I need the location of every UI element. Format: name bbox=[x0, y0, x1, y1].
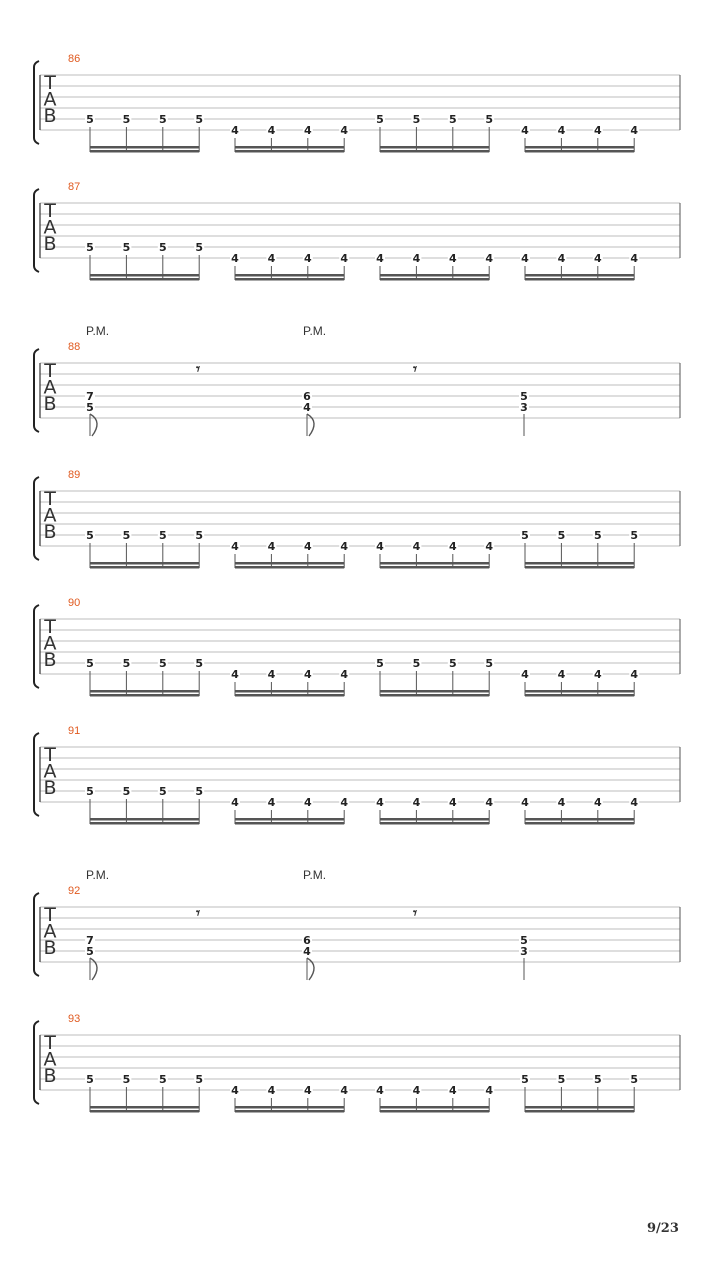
fret-number: 5 bbox=[448, 113, 457, 126]
fret-number: 5 bbox=[122, 529, 131, 542]
beam bbox=[525, 690, 634, 693]
fret-number: 4 bbox=[412, 252, 421, 265]
tab-letter-a: A bbox=[43, 376, 57, 399]
beam bbox=[235, 562, 344, 565]
beam bbox=[90, 1110, 199, 1113]
fret-number: 4 bbox=[557, 668, 566, 681]
beam bbox=[380, 818, 489, 821]
tab-letter-a: A bbox=[43, 504, 57, 527]
beam bbox=[525, 1110, 634, 1113]
system-bracket bbox=[34, 61, 39, 144]
note-flag bbox=[307, 958, 314, 980]
fret-number: 5 bbox=[485, 113, 494, 126]
system-bracket bbox=[34, 189, 39, 272]
fret-number: 5 bbox=[376, 113, 384, 126]
beam bbox=[235, 694, 344, 697]
system-92 bbox=[34, 868, 680, 980]
fret-number: 5 bbox=[195, 1073, 204, 1086]
fret-number: 5 bbox=[158, 657, 167, 670]
measure-number: 87 bbox=[68, 181, 81, 193]
system-bracket bbox=[34, 1021, 39, 1104]
tab-letter-t: T bbox=[44, 904, 56, 926]
beam bbox=[525, 562, 634, 565]
fret-number: 4 bbox=[593, 796, 602, 809]
beam bbox=[90, 694, 199, 697]
beam bbox=[380, 146, 489, 149]
fret-number: 3 bbox=[520, 401, 528, 414]
fret-number: 4 bbox=[557, 796, 566, 809]
fret-number: 4 bbox=[340, 540, 349, 553]
fret-number: 4 bbox=[485, 252, 494, 265]
palm-mute-label: P.M. bbox=[86, 868, 110, 882]
fret-number: 4 bbox=[303, 252, 312, 265]
fret-number: 4 bbox=[485, 796, 494, 809]
fret-number: 4 bbox=[267, 668, 276, 681]
system-89 bbox=[34, 469, 680, 569]
beam bbox=[235, 1110, 344, 1113]
beam bbox=[525, 1106, 634, 1109]
beam bbox=[235, 146, 344, 149]
fret-number: 4 bbox=[267, 796, 276, 809]
fret-number: 5 bbox=[86, 529, 94, 542]
beam bbox=[380, 150, 489, 153]
tab-letter-b: B bbox=[43, 777, 57, 799]
fret-number: 4 bbox=[340, 1084, 349, 1097]
system-88 bbox=[34, 324, 680, 436]
fret-number: 5 bbox=[86, 241, 94, 254]
fret-number: 4 bbox=[376, 540, 384, 553]
palm-mute-label: P.M. bbox=[86, 324, 110, 338]
beam bbox=[90, 274, 199, 277]
fret-number: 5 bbox=[158, 113, 167, 126]
fret-number: 4 bbox=[303, 945, 311, 958]
fret-number: 5 bbox=[485, 657, 494, 670]
fret-number: 5 bbox=[630, 529, 639, 542]
fret-number: 4 bbox=[267, 1084, 276, 1097]
beam bbox=[235, 690, 344, 693]
fret-number: 4 bbox=[412, 1084, 421, 1097]
fret-number: 5 bbox=[557, 1073, 566, 1086]
fret-number: 5 bbox=[376, 657, 384, 670]
fret-number: 4 bbox=[448, 540, 457, 553]
fret-number: 4 bbox=[630, 252, 639, 265]
fret-number: 4 bbox=[412, 540, 421, 553]
system-bracket bbox=[34, 893, 39, 976]
fret-number: 4 bbox=[485, 1084, 494, 1097]
palm-mute-label: P.M. bbox=[303, 324, 327, 338]
beam bbox=[90, 278, 199, 281]
fret-number: 5 bbox=[122, 241, 131, 254]
note-flag bbox=[307, 414, 314, 436]
beam bbox=[235, 274, 344, 277]
fret-number: 6 bbox=[303, 934, 311, 947]
fret-number: 5 bbox=[86, 401, 94, 414]
fret-number: 4 bbox=[267, 124, 276, 137]
fret-number: 4 bbox=[231, 124, 239, 137]
fret-number: 4 bbox=[303, 124, 312, 137]
beam bbox=[90, 566, 199, 569]
fret-number: 4 bbox=[231, 540, 239, 553]
system-91 bbox=[34, 725, 680, 825]
system-bracket bbox=[34, 477, 39, 560]
fret-number: 5 bbox=[520, 934, 528, 947]
palm-mute-label: P.M. bbox=[303, 868, 327, 882]
fret-number: 4 bbox=[303, 1084, 312, 1097]
fret-number: 4 bbox=[340, 796, 349, 809]
fret-number: 5 bbox=[521, 1073, 529, 1086]
fret-number: 4 bbox=[412, 796, 421, 809]
fret-number: 4 bbox=[303, 668, 312, 681]
beam bbox=[235, 566, 344, 569]
beam bbox=[380, 694, 489, 697]
measure-number: 89 bbox=[68, 469, 81, 481]
fret-number: 4 bbox=[630, 124, 639, 137]
beam bbox=[380, 278, 489, 281]
fret-number: 4 bbox=[376, 1084, 384, 1097]
measure-number: 90 bbox=[68, 597, 81, 609]
fret-number: 4 bbox=[340, 252, 349, 265]
beam bbox=[380, 274, 489, 277]
system-93 bbox=[34, 1013, 680, 1113]
fret-number: 5 bbox=[158, 529, 167, 542]
note-flag bbox=[90, 414, 97, 436]
fret-number: 5 bbox=[86, 657, 94, 670]
fret-number: 4 bbox=[376, 796, 384, 809]
fret-number: 4 bbox=[448, 1084, 457, 1097]
fret-number: 5 bbox=[448, 657, 457, 670]
tab-letter-a: A bbox=[43, 1048, 57, 1071]
beam bbox=[90, 822, 199, 825]
eighth-rest-icon: 𝄾 bbox=[413, 360, 417, 378]
fret-number: 5 bbox=[86, 785, 94, 798]
tab-letter-a: A bbox=[43, 920, 57, 943]
beam bbox=[90, 146, 199, 149]
fret-number: 4 bbox=[630, 796, 639, 809]
fret-number: 5 bbox=[122, 1073, 131, 1086]
beam bbox=[90, 562, 199, 565]
fret-number: 4 bbox=[557, 124, 566, 137]
fret-number: 3 bbox=[520, 945, 528, 958]
fret-number: 4 bbox=[303, 796, 312, 809]
beam bbox=[380, 822, 489, 825]
fret-number: 5 bbox=[195, 241, 204, 254]
fret-number: 5 bbox=[520, 390, 528, 403]
beam bbox=[380, 690, 489, 693]
eighth-rest-icon: 𝄾 bbox=[413, 904, 417, 922]
fret-number: 4 bbox=[448, 252, 457, 265]
fret-number: 5 bbox=[122, 113, 131, 126]
tab-letter-t: T bbox=[44, 360, 56, 382]
tab-letter-b: B bbox=[43, 649, 57, 671]
fret-number: 4 bbox=[557, 252, 566, 265]
fret-number: 5 bbox=[557, 529, 566, 542]
fret-number: 4 bbox=[231, 252, 239, 265]
system-bracket bbox=[34, 733, 39, 816]
tab-letter-b: B bbox=[43, 937, 57, 959]
beam bbox=[235, 1106, 344, 1109]
beam bbox=[525, 146, 634, 149]
tab-letter-b: B bbox=[43, 233, 57, 255]
beam bbox=[380, 1106, 489, 1109]
measure-number: 92 bbox=[68, 885, 81, 897]
fret-number: 4 bbox=[340, 124, 349, 137]
measure-number: 91 bbox=[68, 725, 81, 737]
fret-number: 5 bbox=[158, 1073, 167, 1086]
fret-number: 5 bbox=[158, 241, 167, 254]
beam bbox=[525, 694, 634, 697]
fret-number: 5 bbox=[195, 113, 204, 126]
eighth-rest-icon: 𝄾 bbox=[196, 360, 200, 378]
fret-number: 4 bbox=[593, 668, 602, 681]
beam bbox=[525, 278, 634, 281]
beam bbox=[380, 566, 489, 569]
beam bbox=[235, 818, 344, 821]
beam bbox=[90, 1106, 199, 1109]
system-bracket bbox=[34, 605, 39, 688]
fret-number: 4 bbox=[593, 124, 602, 137]
note-flag bbox=[90, 958, 97, 980]
tab-letter-t: T bbox=[44, 200, 56, 222]
system-86 bbox=[34, 53, 680, 153]
fret-number: 7 bbox=[86, 390, 94, 403]
tab-letter-a: A bbox=[43, 88, 57, 111]
fret-number: 5 bbox=[158, 785, 167, 798]
beam bbox=[90, 818, 199, 821]
fret-number: 5 bbox=[412, 657, 421, 670]
tab-letter-b: B bbox=[43, 105, 57, 127]
fret-number: 4 bbox=[485, 540, 494, 553]
fret-number: 5 bbox=[86, 113, 94, 126]
beam bbox=[90, 690, 199, 693]
tab-letter-b: B bbox=[43, 521, 57, 543]
beam bbox=[525, 274, 634, 277]
beam bbox=[380, 1110, 489, 1113]
fret-number: 4 bbox=[267, 252, 276, 265]
fret-number: 4 bbox=[521, 796, 529, 809]
fret-number: 6 bbox=[303, 390, 311, 403]
fret-number: 4 bbox=[376, 252, 384, 265]
fret-number: 5 bbox=[122, 785, 131, 798]
system-90 bbox=[34, 597, 680, 697]
beam bbox=[525, 818, 634, 821]
fret-number: 4 bbox=[593, 252, 602, 265]
system-bracket bbox=[34, 349, 39, 432]
beam bbox=[525, 150, 634, 153]
fret-number: 4 bbox=[340, 668, 349, 681]
fret-number: 4 bbox=[448, 796, 457, 809]
fret-number: 4 bbox=[630, 668, 639, 681]
tab-letter-a: A bbox=[43, 632, 57, 655]
fret-number: 5 bbox=[86, 1073, 94, 1086]
fret-number: 4 bbox=[521, 668, 529, 681]
page-number: 9/23 bbox=[647, 1221, 679, 1236]
tab-letter-t: T bbox=[44, 616, 56, 638]
beam bbox=[380, 562, 489, 565]
fret-number: 4 bbox=[303, 540, 312, 553]
fret-number: 4 bbox=[231, 796, 239, 809]
fret-number: 5 bbox=[630, 1073, 639, 1086]
measure-number: 93 bbox=[68, 1013, 81, 1025]
tab-letter-b: B bbox=[43, 393, 57, 415]
measure-number: 86 bbox=[68, 53, 81, 65]
tab-letter-t: T bbox=[44, 744, 56, 766]
tab-letter-a: A bbox=[43, 216, 57, 239]
system-87 bbox=[34, 181, 680, 281]
beam bbox=[235, 150, 344, 153]
fret-number: 5 bbox=[593, 529, 602, 542]
measure-number: 88 bbox=[68, 341, 81, 353]
tab-letter-t: T bbox=[44, 72, 56, 94]
fret-number: 5 bbox=[86, 945, 94, 958]
beam bbox=[90, 150, 199, 153]
fret-number: 5 bbox=[521, 529, 529, 542]
fret-number: 5 bbox=[122, 657, 131, 670]
beam bbox=[525, 566, 634, 569]
fret-number: 5 bbox=[195, 657, 204, 670]
fret-number: 4 bbox=[303, 401, 311, 414]
fret-number: 5 bbox=[195, 785, 204, 798]
tab-letter-b: B bbox=[43, 1065, 57, 1087]
fret-number: 7 bbox=[86, 934, 94, 947]
beam bbox=[235, 278, 344, 281]
fret-number: 5 bbox=[195, 529, 204, 542]
fret-number: 4 bbox=[521, 252, 529, 265]
fret-number: 4 bbox=[267, 540, 276, 553]
fret-number: 4 bbox=[231, 668, 239, 681]
eighth-rest-icon: 𝄾 bbox=[196, 904, 200, 922]
fret-number: 5 bbox=[412, 113, 421, 126]
tab-letter-a: A bbox=[43, 760, 57, 783]
beam bbox=[235, 822, 344, 825]
beam bbox=[525, 822, 634, 825]
tab-letter-t: T bbox=[44, 1032, 56, 1054]
fret-number: 4 bbox=[521, 124, 529, 137]
fret-number: 4 bbox=[231, 1084, 239, 1097]
tab-letter-t: T bbox=[44, 488, 56, 510]
fret-number: 5 bbox=[593, 1073, 602, 1086]
